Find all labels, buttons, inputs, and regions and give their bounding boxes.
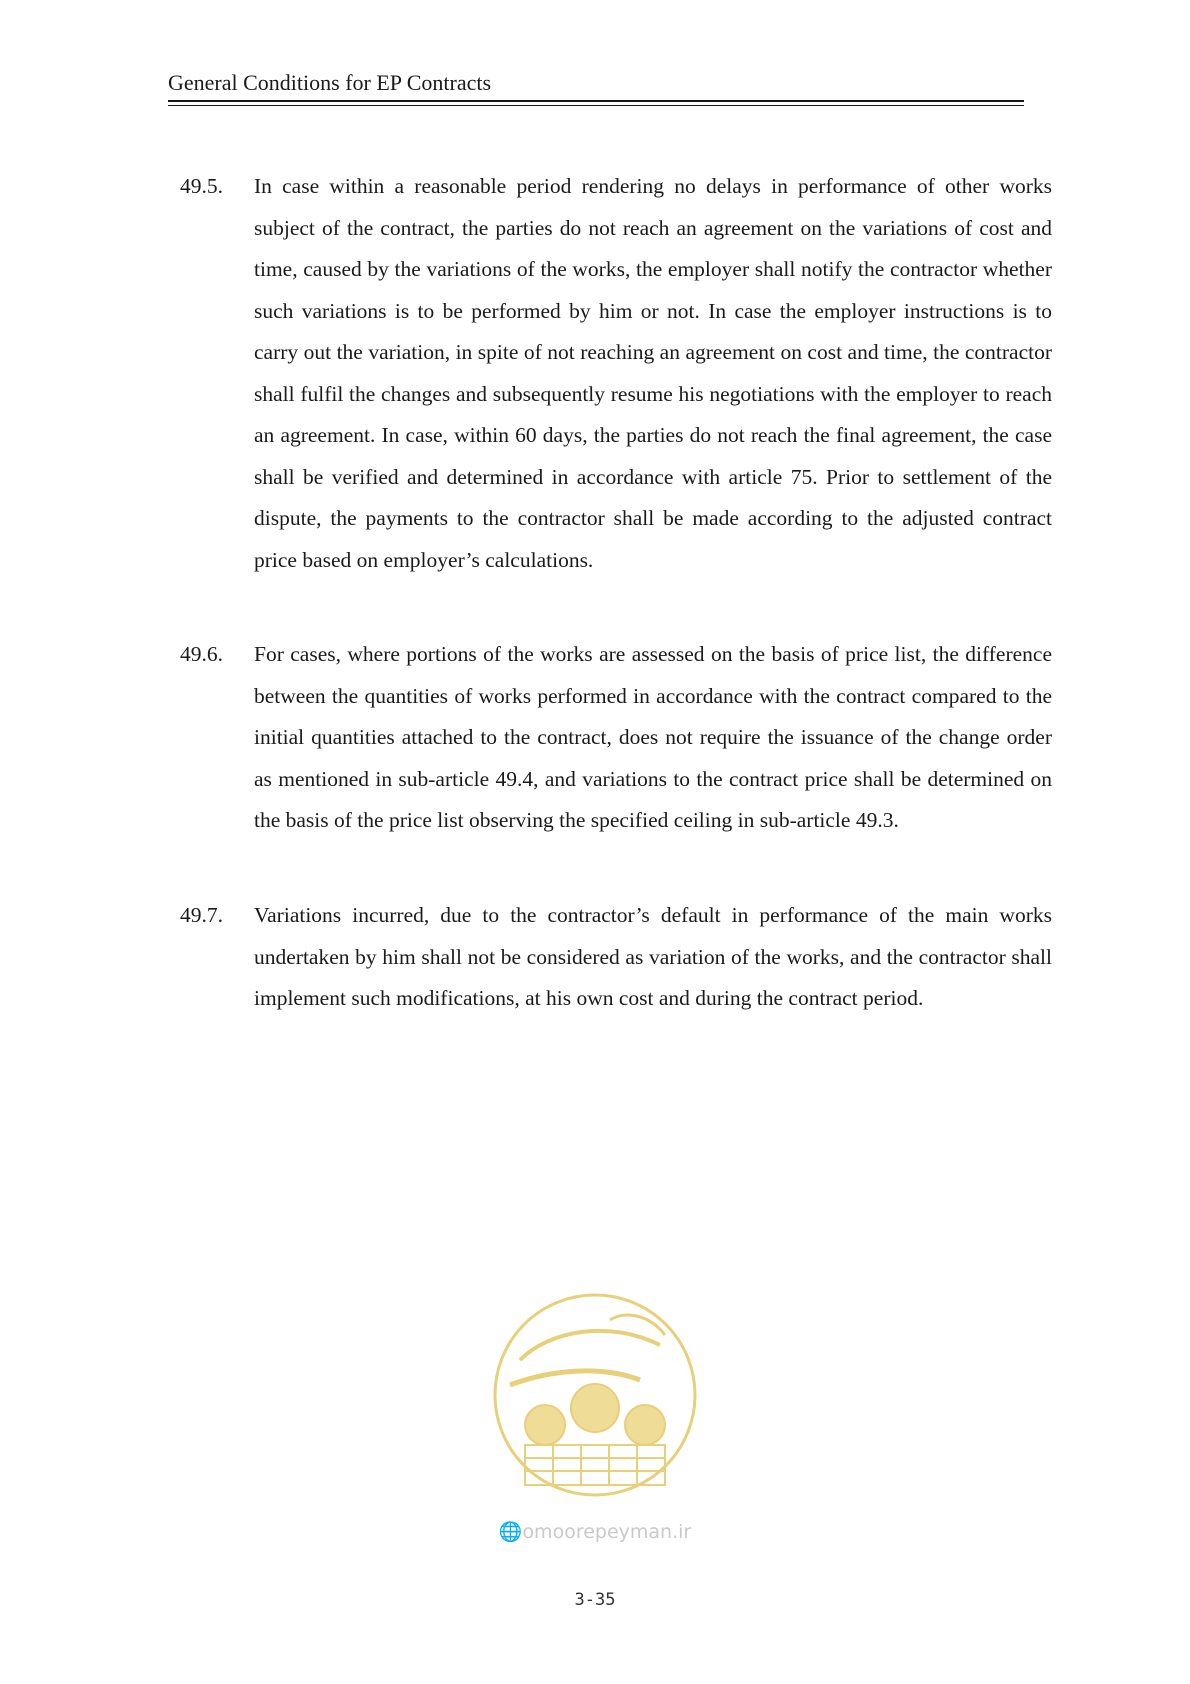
watermark-caption: 🌐omoorepeyman.ir	[498, 1521, 692, 1543]
globe-icon: 🌐	[498, 1521, 523, 1543]
header-rule-thick	[168, 100, 1024, 102]
page-number: 3-35	[574, 1590, 616, 1610]
clause-text: Variations incurred, due to the contractor’s default in performance of the main works undertaken by him shall not be considered as variation of the works, and the contractor shall implement such modifications, at his own cost and during the contract period.	[254, 903, 1052, 1010]
watermark-logo	[490, 1290, 700, 1500]
clause-49-7	[180, 895, 1052, 1020]
clause-number: 49.6.	[180, 642, 223, 666]
clause-text: In case within a reasonable period rendering no delays in performance of other works subject of the contract, the parties do not reach an agreement on the variations of cost and time, caused by the variations of the works, the employer shall notify the contractor whether such variations is to be performed by him or not. In case the employer instructions is to carry out the variation, in spite of not reaching an agreement on cost and time, the contractor shall fulfil the changes and subsequently resume his negotiations with the employer to reach an agreement. In case, within 60 days, the parties do not reach the final agreement, the case shall be verified and determined in accordance with article 75. Prior to settlement of the dispute, the payments to the contractor shall be made according to the adjusted contract price based on employer’s calculations.	[254, 174, 1052, 572]
clause-49-6	[180, 634, 1052, 842]
clause-text: For cases, where portions of the works are assessed on the basis of price list, the difference between the quantities of works performed in accordance with the contract compared to the initial quantities attached to the contract, does not require the issuance of the change order as mentioned in sub-article 49.4, and variations to the contract price shall be determined on the basis of the price list observing the specified ceiling in sub-article 49.3.	[254, 642, 1052, 832]
header-title: General Conditions for EP Contracts	[168, 70, 492, 95]
header-rule-thin	[168, 105, 1024, 106]
clause-49-5	[180, 166, 1052, 581]
clause-number: 49.5.	[180, 174, 223, 198]
page-header	[168, 70, 1024, 96]
clause-number: 49.7.	[180, 903, 223, 927]
